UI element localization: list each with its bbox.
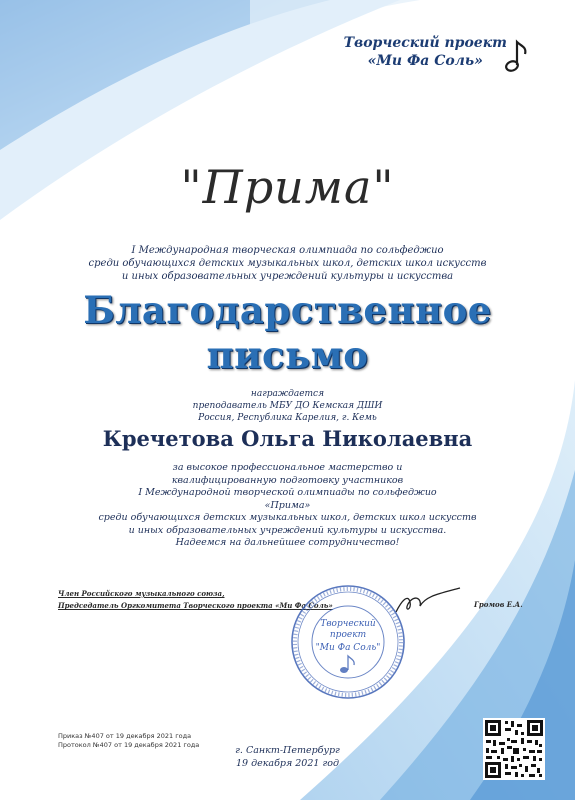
document-title: Благодарственное письмо [83,288,492,377]
order-references: Приказ №407 от 19 декабря 2021 года Протокол №407 от 19 декабря 2021 года [58,732,200,749]
award-reason: за высокое профессиональное мастерство и квалифицированную подготовку участников I Международной творческой олимпиады по сольфеджио «Прима» среди обучающихся детских музыкальных школ, детских школ искусств и иных образовательных учреждений культуры и искусства. Надеемся на дальнейшее сотрудничество! [98,462,477,548]
place-and-date: г. Санкт-Петербург 19 декабря 2021 год [235,745,340,769]
stamp-note-icon [340,656,354,673]
project-label: Творческий проект «Ми Фа Соль» [343,35,507,69]
music-note-icon [503,38,533,74]
organization-stamp [288,582,408,702]
stamp-line3: "Ми Фа Соль" [315,643,381,653]
olympiad-name: "Прима" [180,160,395,214]
recipient-name: Кречетова Ольга Николаевна [102,426,473,451]
signatory-title: Член Российского музыкального союза, Председатель Оргкомитета Творческого проекта «Ми Фа Соль» [58,589,333,610]
stamp-line2: проект [329,630,367,640]
award-info: награждается преподаватель МБУ ДО Кемская ДШИ Россия, Республика Карелия, г. Кемь [192,389,383,423]
stamp-line1: Творческий [320,619,376,629]
signatory-name: Громов Е.А. [474,600,523,609]
olympiad-description: I Международная творческая олимпиада по сольфеджио среди обучающихся детских музыкальных школ, детских школ искусств и иных образовательных учреждений культуры и искусства [88,245,487,282]
qr-code [483,718,545,780]
